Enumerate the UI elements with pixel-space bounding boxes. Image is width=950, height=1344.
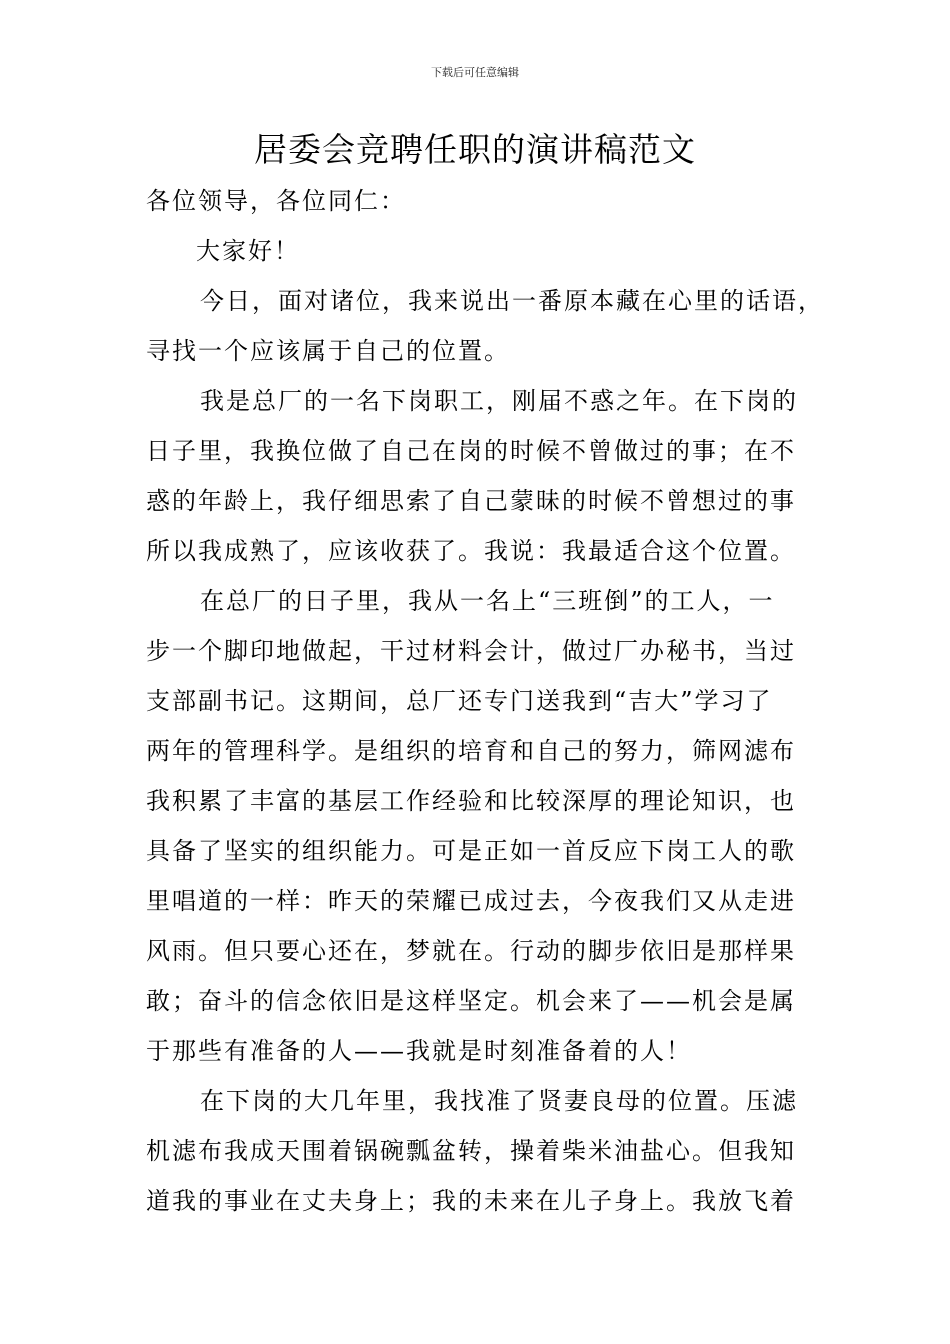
paragraph-line: 日子里，我换位做了自己在岗的时候不曾做过的事；在不 [146,437,796,465]
paragraph-line: 敢；奋斗的信念依旧是这样坚定。机会来了——机会是属 [146,987,796,1015]
document-body [146,176,824,1226]
paragraph-line: 支部副书记。这期间，总厂还专门送我到“吉大”学习了 [146,687,773,715]
paragraph-line: 里唱道的一样：昨天的荣耀已成过去，今夜我们又从走进 [146,887,796,915]
paragraph-line: 步一个脚印地做起，干过材料会计，做过厂办秘书，当过 [146,637,796,665]
paragraph-line: 在下岗的大几年里，我找准了贤妻良母的位置。压滤 [200,1087,798,1115]
paragraph-line: 风雨。但只要心还在，梦就在。行动的脚步依旧是那样果 [146,937,796,965]
paragraph-line: 具备了坚实的组织能力。可是正如一首反应下岗工人的歌 [146,837,796,865]
paragraph-line: 我是总厂的一名下岗职工，刚届不惑之年。在下岗的 [200,387,798,415]
paragraph-line: 机滤布我成天围着锅碗瓢盆转，操着柴米油盐心。但我知 [146,1137,796,1165]
document-title: 居委会竞聘任职的演讲稿范文 [254,130,696,169]
page-header-note: 下载后可任意编辑 [431,66,519,79]
paragraph-line: 道我的事业在丈夫身上；我的未来在儿子身上。我放飞着 [146,1187,796,1215]
salutation-line: 各位领导，各位同仁： [146,187,406,215]
paragraph-line: 两年的管理科学。是组织的培育和自己的努力，筛网滤布 [146,737,796,765]
paragraph-line: 所以我成熟了，应该收获了。我说：我最适合这个位置。 [146,537,796,565]
greeting-line: 大家好！ [196,237,300,265]
paragraph-line: 寻找一个应该属于自己的位置。 [146,337,510,365]
paragraph-line: 今日，面对诸位，我来说出一番原本藏在心里的话语， [200,287,824,315]
paragraph-line: 我积累了丰富的基层工作经验和比较深厚的理论知识，也 [146,787,796,815]
paragraph-line: 惑的年龄上，我仔细思索了自己蒙昧的时候不曾想过的事 [146,487,796,515]
paragraph-line: 在总厂的日子里，我从一名上“三班倒”的工人，一 [200,587,775,615]
paragraph-line: 于那些有准备的人——我就是时刻准备着的人！ [146,1037,692,1065]
